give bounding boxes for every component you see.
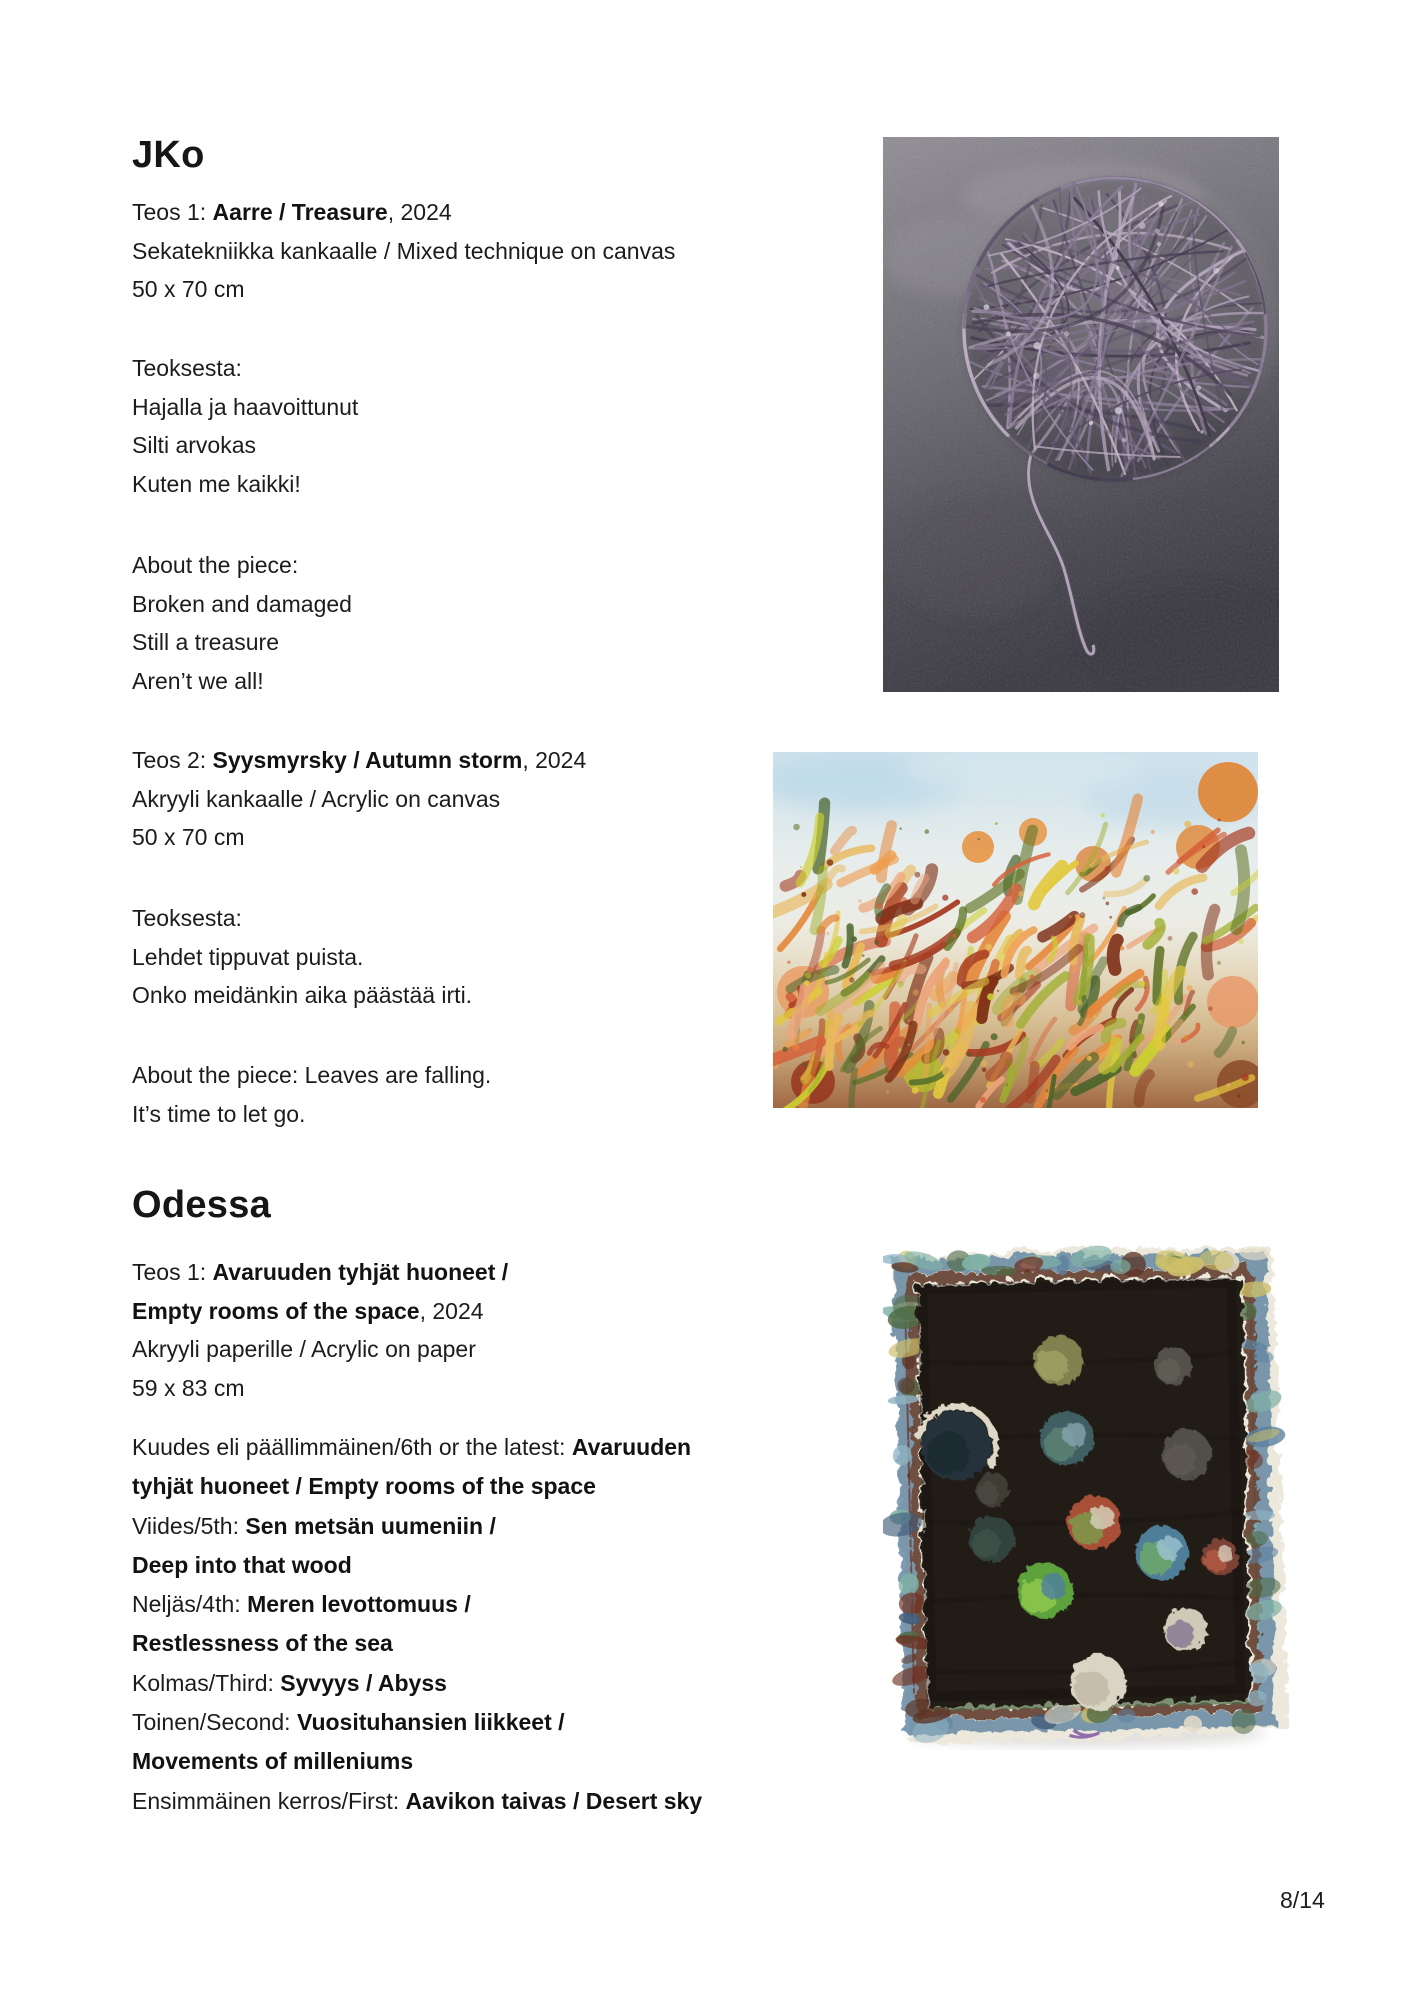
about-line: Teoksesta: [132, 905, 242, 931]
jko-about1-english [132, 546, 352, 700]
empty-rooms-painting [883, 1238, 1289, 1750]
artist-heading-odessa: Odessa [132, 1184, 272, 1226]
layer-line [132, 1703, 702, 1742]
layer-label: Toinen/Second: [132, 1709, 297, 1736]
about-line: About the piece: Leaves are falling. [132, 1062, 492, 1088]
work-label: Teos 1: [132, 199, 213, 225]
about-line: About the piece: [132, 552, 299, 578]
about-line: Still a treasure [132, 629, 280, 655]
artwork-image-empty-rooms [883, 1238, 1289, 1750]
layer-label: Kolmas/Third: [132, 1669, 281, 1696]
about-line: Onko meidänkin aika päästää irti. [132, 982, 473, 1008]
work-title-line [132, 1253, 508, 1292]
page-number: 8/14 [1280, 1887, 1325, 1913]
work-dimensions: 50 x 70 cm [132, 276, 245, 302]
jko-about2-english [132, 1056, 491, 1133]
layer-title: tyhjät huoneet / Empty rooms of the space [132, 1473, 596, 1500]
layer-line [132, 1585, 702, 1624]
artwork-image-autumn-storm [773, 752, 1258, 1108]
layer-line [132, 1742, 702, 1781]
about-line: It’s time to let go. [132, 1100, 306, 1127]
odessa-work1-caption [132, 1253, 508, 1407]
about-line: Lehdet tippuvat puista. [132, 943, 364, 970]
work-year: , 2024 [419, 1297, 484, 1324]
artwork-image-treasure [883, 137, 1279, 692]
layer-label: Kuudes eli päällimmäinen/6th or the latest: [132, 1434, 572, 1460]
work-medium: Akryyli paperille / Acrylic on paper [132, 1336, 476, 1362]
layer-label: Neljäs/4th: [132, 1591, 248, 1618]
paper-sheet [883, 1238, 1289, 1748]
layer-title: Deep into that wood [132, 1551, 352, 1578]
work-title: Aarre / Treasure [212, 199, 388, 225]
layer-line [132, 1428, 702, 1467]
layer-title: Movements of milleniums [132, 1748, 414, 1775]
layer-label: Viides/5th: [132, 1512, 246, 1539]
layer-title: Restlessness of the sea [132, 1630, 393, 1657]
work-title-line [132, 741, 586, 780]
layer-line [132, 1782, 702, 1821]
work-medium: Akryyli kankaalle / Acrylic on canvas [132, 785, 501, 812]
about-line: Kuten me kaikki! [132, 470, 301, 497]
layer-line [132, 1546, 702, 1585]
jko-work2-caption [132, 741, 586, 857]
work-title: Avaruuden tyhjät huoneet / [212, 1259, 509, 1285]
layer-title: Aavikon taivas / Desert sky [405, 1787, 703, 1814]
about-line: Broken and damaged [132, 590, 352, 617]
about-line: Hajalla ja haavoittunut [132, 393, 359, 420]
work-label: Teos 1: [132, 1259, 213, 1285]
treasure-painting [883, 137, 1279, 692]
work-medium: Sekatekniikka kankaalle / Mixed technique on canvas [132, 237, 676, 264]
work-label: Teos 2: [132, 747, 213, 773]
artist-heading-jko: JKo [132, 134, 205, 176]
work-title: Syysmyrsky / Autumn storm [212, 747, 523, 773]
layer-title: Avaruuden [571, 1434, 692, 1460]
work-dimensions: 59 x 83 cm [132, 1374, 245, 1401]
odessa-layer-list [132, 1428, 702, 1821]
layer-title: Sen metsän uumeniin / [245, 1512, 496, 1539]
work-year: , 2024 [522, 747, 587, 773]
work-dimensions: 50 x 70 cm [132, 824, 245, 850]
layer-title: Syvyys / Abyss [280, 1669, 447, 1696]
jko-about2-finnish [132, 899, 472, 1015]
layer-label: Ensimmäinen kerros/First: [132, 1787, 406, 1814]
layer-title: Vuosituhansien liikkeet / [296, 1709, 565, 1736]
about-line: Aren’t we all! [132, 667, 264, 694]
jko-work1-caption [132, 193, 675, 309]
jko-about1-finnish [132, 349, 358, 503]
about-line: Silti arvokas [132, 432, 256, 458]
work-title-line [132, 1292, 508, 1331]
work-title: Empty rooms of the space [132, 1297, 420, 1324]
layer-line [132, 1664, 702, 1703]
work-year: , 2024 [387, 199, 452, 225]
layer-title: Meren levottomuus / [247, 1591, 471, 1618]
layer-line [132, 1624, 702, 1663]
autumn-storm-painting [773, 752, 1258, 1108]
layer-line [132, 1467, 702, 1506]
work-title-line [132, 193, 675, 232]
about-line: Teoksesta: [132, 355, 242, 381]
layer-line [132, 1507, 702, 1546]
